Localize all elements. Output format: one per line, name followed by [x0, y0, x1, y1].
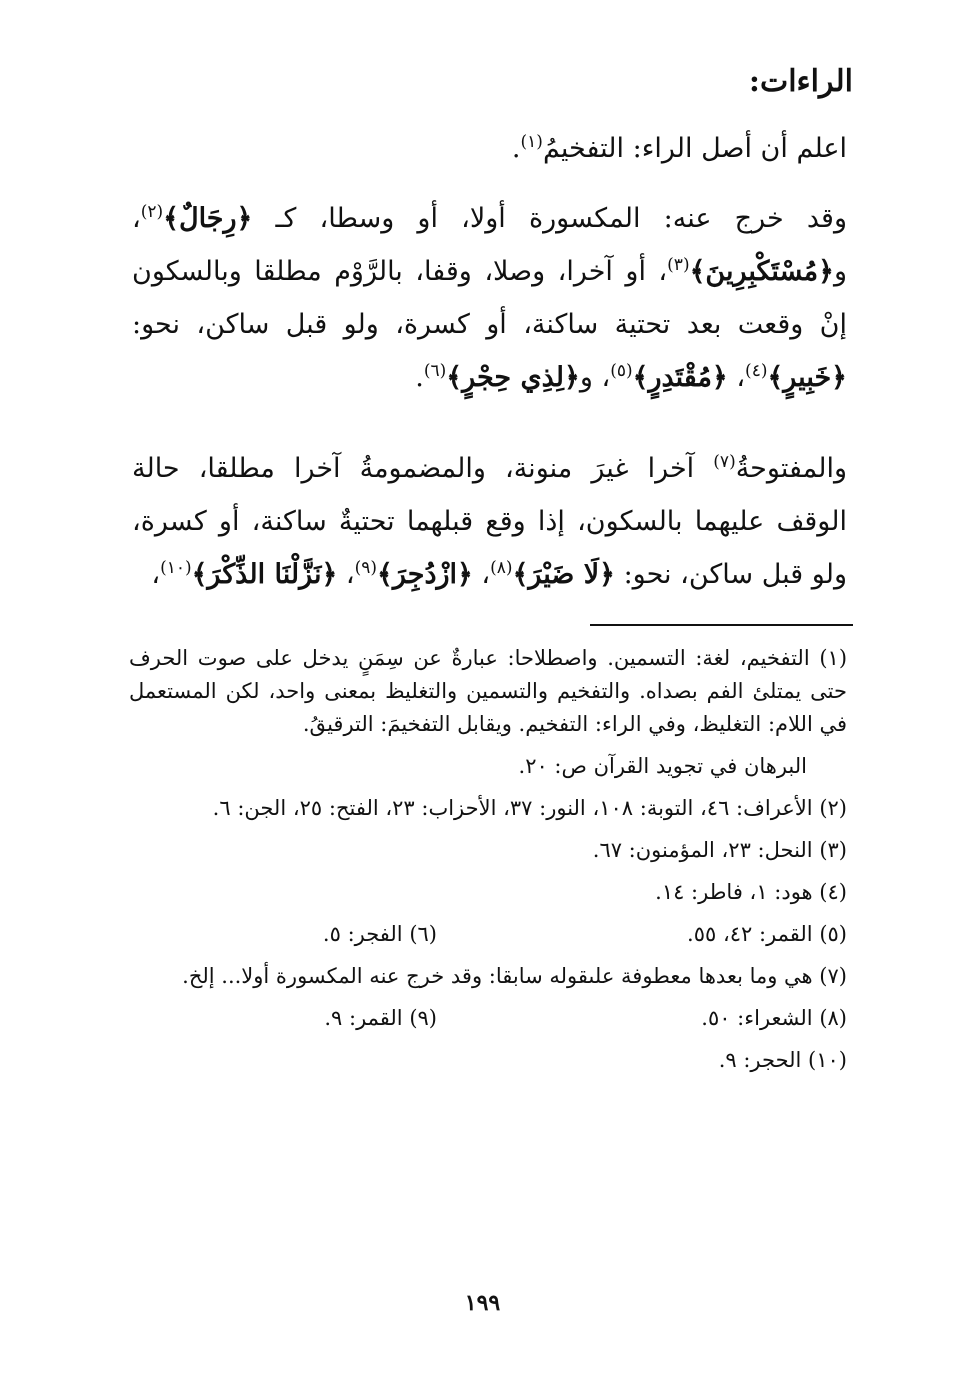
- footnotes: [129, 642, 847, 1086]
- footnote-8: (٨) الشعراء: ٥٠.: [701, 1006, 847, 1030]
- section-heading: الراءات:: [748, 64, 853, 99]
- footnote-7: (٧) هي وما بعدها معطوفة علىقوله سابقا: وقد خرج عنه المكسورة أولا... إلخ.: [182, 964, 847, 988]
- paragraph-2-text: ،: [727, 362, 746, 393]
- punctuation: .: [511, 133, 521, 164]
- footnote-ref: (٣): [667, 255, 690, 275]
- paragraph-3-text: والمفتوحةُ: [735, 453, 847, 484]
- footnote-5: (٥) القمر: ٤٢، ٥٥.: [687, 922, 847, 946]
- quran-word: ﴿خَبِيرٍ﴾: [767, 362, 847, 393]
- footnote-row-5-6: [129, 918, 847, 951]
- footnote-ref: (٤): [745, 361, 768, 381]
- footnote-ref: (١): [520, 132, 543, 152]
- footnote-ref: (٨): [490, 558, 513, 578]
- paragraph-2-text: ، و: [132, 203, 847, 287]
- footnote-3: (٣) النحل: ٢٣، المؤمنون: ٦٧.: [592, 838, 847, 862]
- footnote-ref: (٢): [140, 202, 164, 222]
- quran-word: ﴿لَا ضَيْرَ﴾: [512, 559, 615, 590]
- page-number: ١٩٩: [464, 1290, 501, 1316]
- paragraph-3: [132, 442, 847, 601]
- quran-word: ﴿لِذِي حِجْرٍ﴾: [446, 362, 580, 393]
- footnote-ref: (١٠): [160, 558, 192, 578]
- quran-word: ﴿مُسْتَكْبِرِينَ﴾: [689, 256, 834, 287]
- paragraph-3-text: آخرا غيرَ منونة، والمضمومةُ آخرا مطلقا، حالة الوقف عليهما بالسكون، إذا وقع قبلهما تحتيةٌ ساكنة، أو كسرة، ولو قبل ساكن، نحو:: [132, 453, 847, 590]
- paragraph-3-text: ،: [472, 559, 491, 590]
- paragraph-3-text: ،: [337, 559, 355, 590]
- quran-word: ﴿مُقْتَدِرٍ﴾: [632, 362, 728, 393]
- footnote-1: (١) التفخيم، لغة: التسمين. واصطلاحا: عبارةٌ عن سِمَنٍ يدخل على صوت الحرف حتى يمتلئ الفم بصداه. والتفخيم والتسمين والتغليظ بمعنى واحد، لكن المستعمل في اللام: التغليظ، وفي الراء: التفخيم. ويقابل التفخيمَ: الترقيقُ.: [129, 646, 848, 736]
- footnote-row-8-9: [129, 1002, 847, 1035]
- footnote-ref: (٦): [423, 361, 447, 381]
- footnote-1-source: البرهان في تجويد القرآن ص: ٢٠.: [518, 754, 807, 778]
- footnote-ref: (٥): [610, 361, 633, 381]
- footnote-separator: [590, 624, 853, 626]
- paragraph-1-text: اعلم أن أصل الراء: التفخيمُ: [542, 133, 847, 164]
- punctuation: .: [415, 362, 424, 393]
- footnote-4: (٤) هود: ١، فاطر: ١٤.: [655, 880, 847, 904]
- footnote-10: (١٠) الحجر: ٩.: [718, 1048, 847, 1072]
- footnote-ref: (٩): [354, 558, 378, 578]
- paragraph-2-text: ، أو آخرا، وصلا، وقفا، بالرَّوْم مطلقا وبالسكون إنْ وقعت بعد تحتية ساكنة، أو كسرة، ولو قبل ساكن، نحو:: [132, 256, 847, 340]
- paragraph-1: [132, 122, 847, 175]
- footnote-ref: (٧): [713, 452, 736, 472]
- footnote-9: (٩) القمر: ٩.: [324, 1006, 437, 1030]
- quran-word: ﴿نَزَّلْنَا الذِّكْرَ﴾: [191, 559, 338, 590]
- footnote-6: (٦) الفجر: ٥.: [322, 922, 437, 946]
- quran-word: ﴿ازْدُجِرَ﴾: [377, 559, 473, 590]
- footnote-2: (٢) الأعراف: ٤٦، التوبة: ١٠٨، النور: ٣٧، الأحزاب: ٢٣، الفتح: ٢٥، الجن: ٦.: [212, 796, 847, 820]
- quran-word: ﴿رِجَالٌ﴾: [163, 203, 253, 234]
- punctuation: ،: [151, 559, 161, 590]
- paragraph-2-text: وقد خرج عنه: المكسورة أولا، أو وسطا، كـ: [252, 203, 847, 234]
- paragraph-2-text: ، و: [579, 362, 611, 393]
- paragraph-2: [132, 192, 847, 404]
